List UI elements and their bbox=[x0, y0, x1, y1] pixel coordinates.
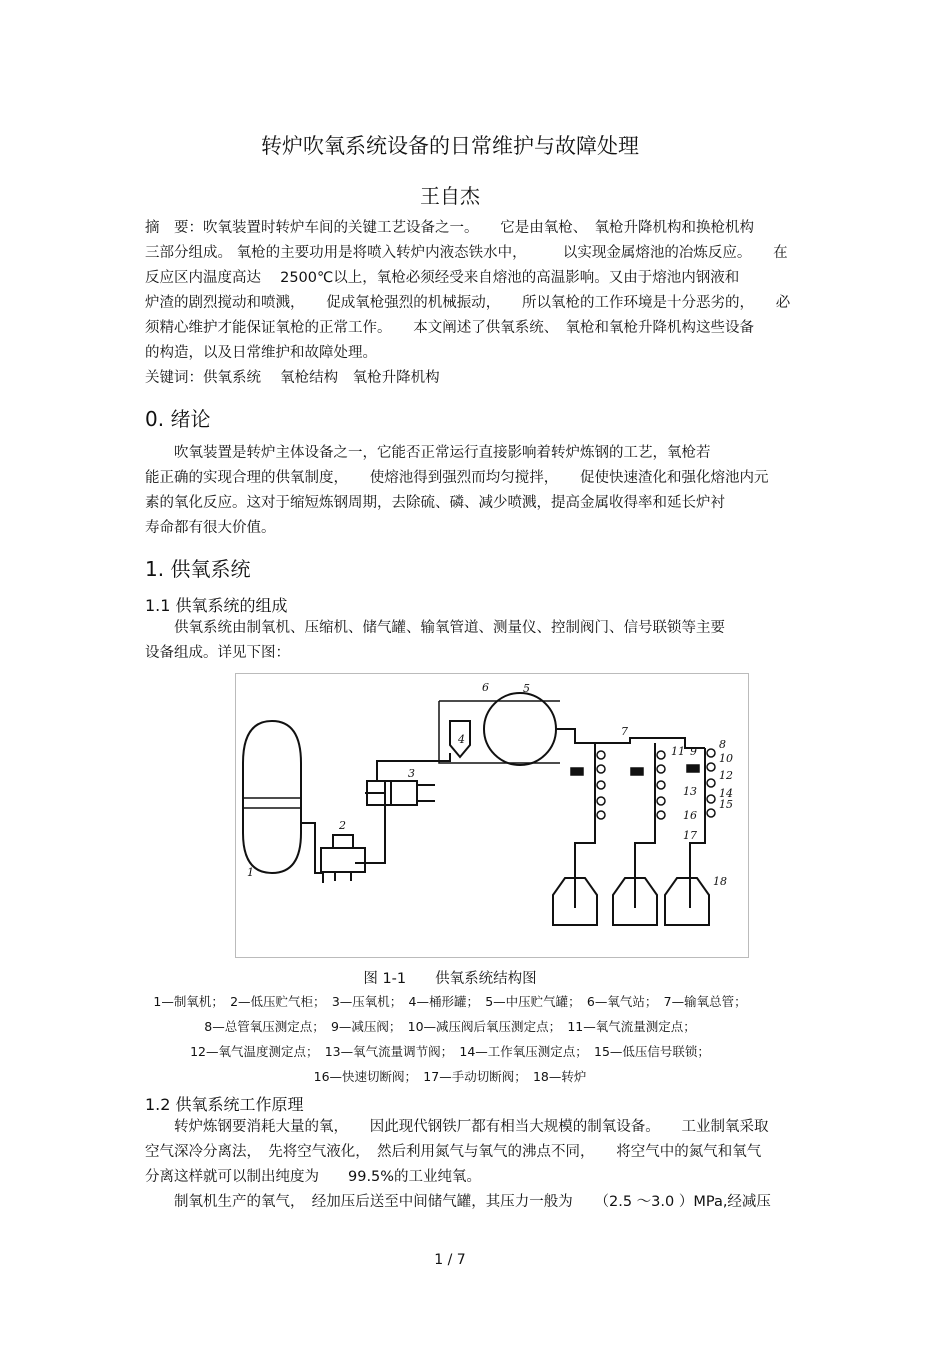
diagram-label: 11 bbox=[671, 745, 685, 758]
diagram-label: 8 bbox=[719, 738, 726, 751]
diagram-label: 2 bbox=[339, 819, 346, 832]
paragraph-line: 空气深冷分离法， 先将空气液化， 然后利用氮气与氧气的沸点不同， 将空气中的氮气和氧气 bbox=[145, 1144, 762, 1160]
paragraph-line: 素的氧化反应。这对于缩短炼钢周期，去除硫、磷、减少喷溅，提高金属收得率和延长炉衬 bbox=[145, 495, 725, 511]
section-1-2-heading: 1.2 供氧系统工作原理 bbox=[145, 1095, 304, 1114]
abstract-line: 摘 要：吹氧装置时转炉车间的关键工艺设备之一。 它是由氧枪、 氧枪升降机构和换枪机构 bbox=[145, 220, 754, 236]
diagram-label: 17 bbox=[683, 829, 697, 842]
diagram-label: 18 bbox=[713, 875, 727, 888]
page-number: 1 / 7 bbox=[434, 1252, 466, 1268]
abstract-line: 须精心维护才能保证氧枪的正常工作。 本文阐述了供氧系统、 氧枪和氧枪升降机构这些设备 bbox=[145, 320, 754, 336]
paragraph-line: 寿命都有很大价值。 bbox=[145, 520, 276, 536]
oxygen-plant-shape bbox=[243, 721, 301, 873]
legend-line: 8—总管氧压测定点； 9—减压阀； 10—减压阀后氧压测定点； 11—氧气流量测定点； bbox=[204, 1019, 696, 1034]
paragraph-line: 供氧系统由制氧机、压缩机、储气罐、输氧管道、测量仪、控制阀门、信号联锁等主要 bbox=[145, 620, 725, 636]
legend-line: 1—制氧机； 2—低压贮气柜； 3—压氧机； 4—桶形罐； 5—中压贮气罐； 6—氧气站； 7—输氧总管； bbox=[153, 994, 747, 1009]
diagram-label: 13 bbox=[683, 785, 697, 798]
diagram-label: 15 bbox=[719, 798, 733, 811]
legend-line: 12—氧气温度测定点； 13—氧气流量调节阀； 14—工作氧压测定点； 15—低压信号联锁； bbox=[190, 1044, 710, 1059]
section-0-heading: 0. 绪论 bbox=[145, 407, 211, 431]
oxygen-system-diagram-drawing bbox=[235, 673, 747, 956]
keywords-line: 关键词：供氧系统 氧枪结构 氧枪升降机构 bbox=[145, 370, 440, 386]
diagram-label: 12 bbox=[719, 769, 733, 782]
author-name: 王自杰 bbox=[420, 184, 480, 208]
diagram-label: 10 bbox=[719, 752, 733, 765]
abstract-line: 的构造，以及日常维护和故障处理。 bbox=[145, 345, 377, 361]
section-1-heading: 1. 供氧系统 bbox=[145, 557, 251, 581]
paragraph-line: 分离这样就可以制出纯度为 99.5%的工业纯氧。 bbox=[145, 1169, 482, 1185]
diagram-label: 6 bbox=[482, 681, 489, 694]
medium-pressure-tank-shape bbox=[484, 693, 556, 765]
document-title: 转炉吹氧系统设备的日常维护与故障处理 bbox=[261, 134, 639, 158]
diagram-label: 16 bbox=[683, 809, 697, 822]
paragraph-line: 制氧机生产的氧气， 经加压后送至中间储气罐，其压力一般为 （2.5 ～3.0 ）MPa,经减压 bbox=[145, 1194, 771, 1210]
diagram-label: 14 bbox=[719, 787, 733, 800]
abstract-line: 三部分组成。 氧枪的主要功用是将喷入转炉内液态铁水中， 以实现金属熔池的冶炼反应。 在 bbox=[145, 245, 788, 261]
figure-caption: 图 1-1 供氧系统结构图 bbox=[363, 971, 537, 987]
abstract-line: 炉渣的剧烈搅动和喷溅， 促成氧枪强烈的机械振动， 所以氧枪的工作环境是十分恶劣的， 必 bbox=[145, 295, 791, 311]
diagram-label: 1 bbox=[247, 866, 254, 879]
paragraph-line: 吹氧装置是转炉主体设备之一，它能否正常运行直接影响着转炉炼钢的工艺，氧枪若 bbox=[145, 445, 711, 461]
diagram-label: 7 bbox=[621, 725, 628, 738]
diagram-label: 5 bbox=[523, 682, 530, 695]
gas-holder-shape bbox=[321, 848, 365, 872]
legend-line: 16—快速切断阀； 17—手动切断阀； 18—转炉 bbox=[313, 1069, 587, 1084]
section-1-1-heading: 1.1 供氧系统的组成 bbox=[145, 596, 288, 615]
diagram-label: 4 bbox=[458, 733, 465, 746]
paragraph-line: 转炉炼钢要消耗大量的氧， 因此现代钢铁厂都有相当大规模的制氧设备。 工业制氧采取 bbox=[145, 1119, 769, 1135]
diagram-label: 3 bbox=[408, 767, 415, 780]
abstract-line: 反应区内温度高达 2500℃以上，氧枪必须经受来自熔池的高温影响。又由于熔池内钢液和 bbox=[145, 270, 740, 286]
diagram-label: 9 bbox=[690, 745, 697, 758]
paragraph-line: 设备组成。详见下图： bbox=[145, 645, 290, 661]
paragraph-line: 能正确的实现合理的供氧制度， 使熔池得到强烈而均匀搅拌， 促使快速渣化和强化熔池内元 bbox=[145, 470, 769, 486]
